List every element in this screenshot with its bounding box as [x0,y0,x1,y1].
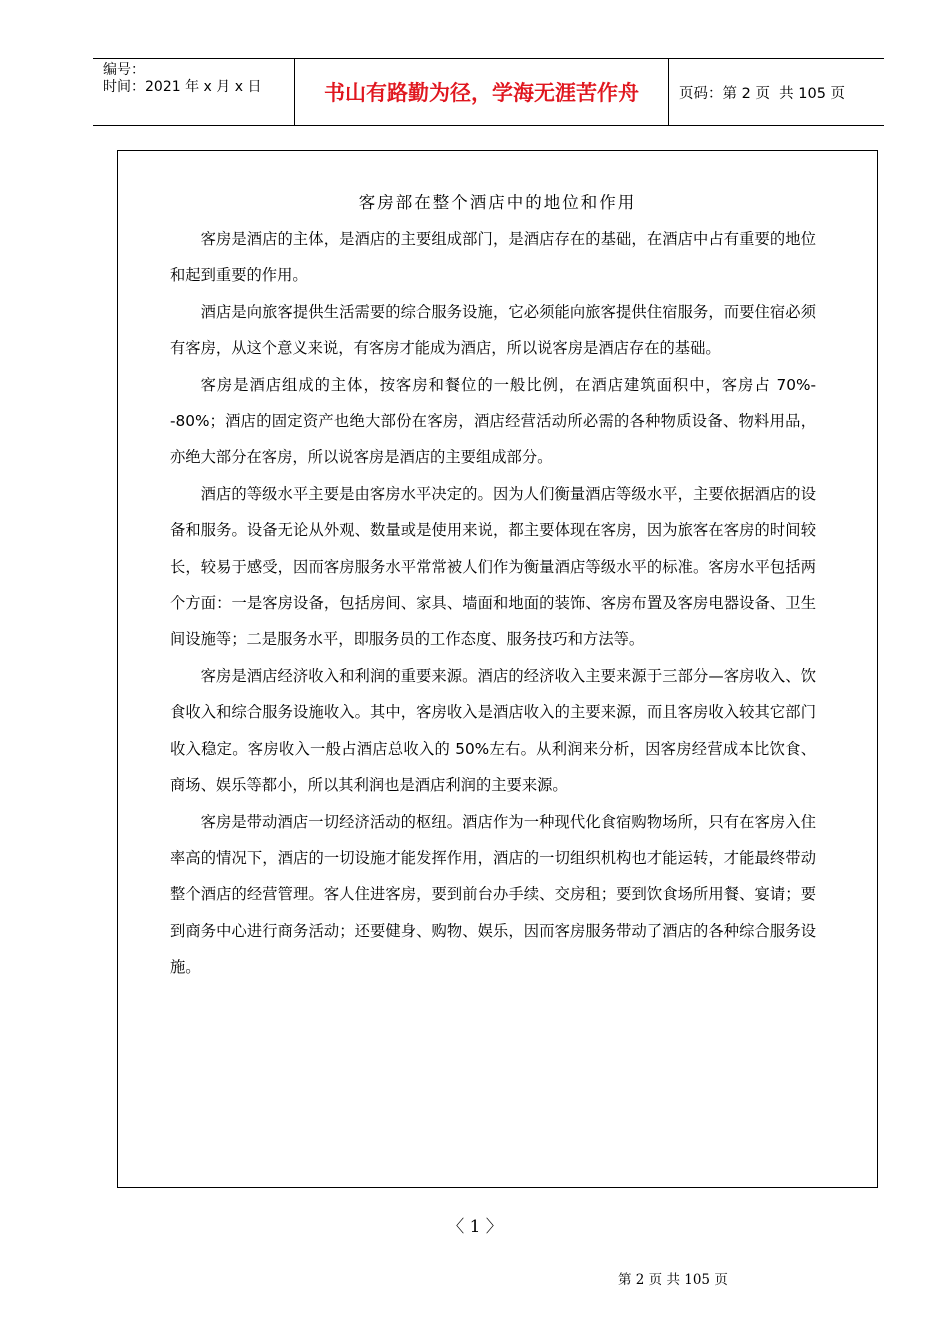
header-meta [93,59,295,125]
page-info: 页码：第 2 页 共 105 页 [679,85,846,102]
content-frame [117,150,878,1188]
paragraph: 酒店是向旅客提供生活需要的综合服务设施，它必须能向旅客提供住宿服务，而要住宿必须有客房，从这个意义来说，有客房才能成为酒店，所以说客房是酒店存在的基础。 [170,302,816,358]
motto-text: 书山有路勤为径，学海无涯苦作舟 [324,81,639,105]
document-body [170,221,816,986]
page-count-footer: 第 2 页 共 105 页 [618,1272,728,1288]
document-header [93,58,884,126]
page-navigation: 〈 1 〉 [447,1217,503,1237]
paragraph: 客房是带动酒店一切经济活动的枢纽。酒店作为一种现代化食宿购物场所，只有在客房入住率高的情况下，酒店的一切设施才能发挥作用，酒店的一切组织机构也才能运转，才能最终带动整个酒店的经营管理。客人住进客房，要到前台办手续、交房租；要到饮食场所用餐、宴请；要到商务中心进行商务活动；还要健身、购物、娱乐，因而客房服务带动了酒店的各种综合服务设施。 [170,812,816,977]
paragraph: 客房是酒店经济收入和利润的重要来源。酒店的经济收入主要来源于三部分—客房收入、饮食收入和综合服务设施收入。其中，客房收入是酒店收入的主要来源，而且客房收入较其它部门收入稳定。客房收入一般占酒店总收入的 50%左右。从利润来分析，因客房经营成本比饮食、商场、娱乐等都小，所以其利润也是酒店利润的主要来源。 [170,666,816,795]
paragraph: 客房是酒店的主体，是酒店的主要组成部门，是酒店存在的基础，在酒店中占有重要的地位和起到重要的作用。 [170,230,816,285]
document-title: 客房部在整个酒店中的地位和作用 [358,193,637,212]
header-page-info-cell [669,59,884,125]
paragraph: 酒店的等级水平主要是由客房水平决定的。因为人们衡量酒店等级水平，主要依据酒店的设备和服务。设备无论从外观、数量或是使用来说，都主要体现在客房，因为旅客在客房的时间较长，较易于感受，因而客房服务水平常常被人们作为衡量酒店等级水平的标准。客房水平包括两个方面：一是客房设备，包括房间、家具、墙面和地面的装饰、客房布置及客房电器设备、卫生间设施等；二是服务水平，即服务员的工作态度、服务技巧和方法等。 [170,484,816,649]
header-motto-cell [295,59,669,125]
paragraph: 客房是酒店组成的主体，按客房和餐位的一般比例，在酒店建筑面积中，客房占 70%--80%；酒店的固定资产也绝大部份在客房，酒店经营活动所必需的各种物质设备、物料用品，亦绝大部分在客房，所以说客房是酒店的主要组成部分。 [170,375,816,467]
number-label: 编号： [103,62,145,78]
time-label: 时间：2021 年 x 月 x 日 [103,79,262,95]
